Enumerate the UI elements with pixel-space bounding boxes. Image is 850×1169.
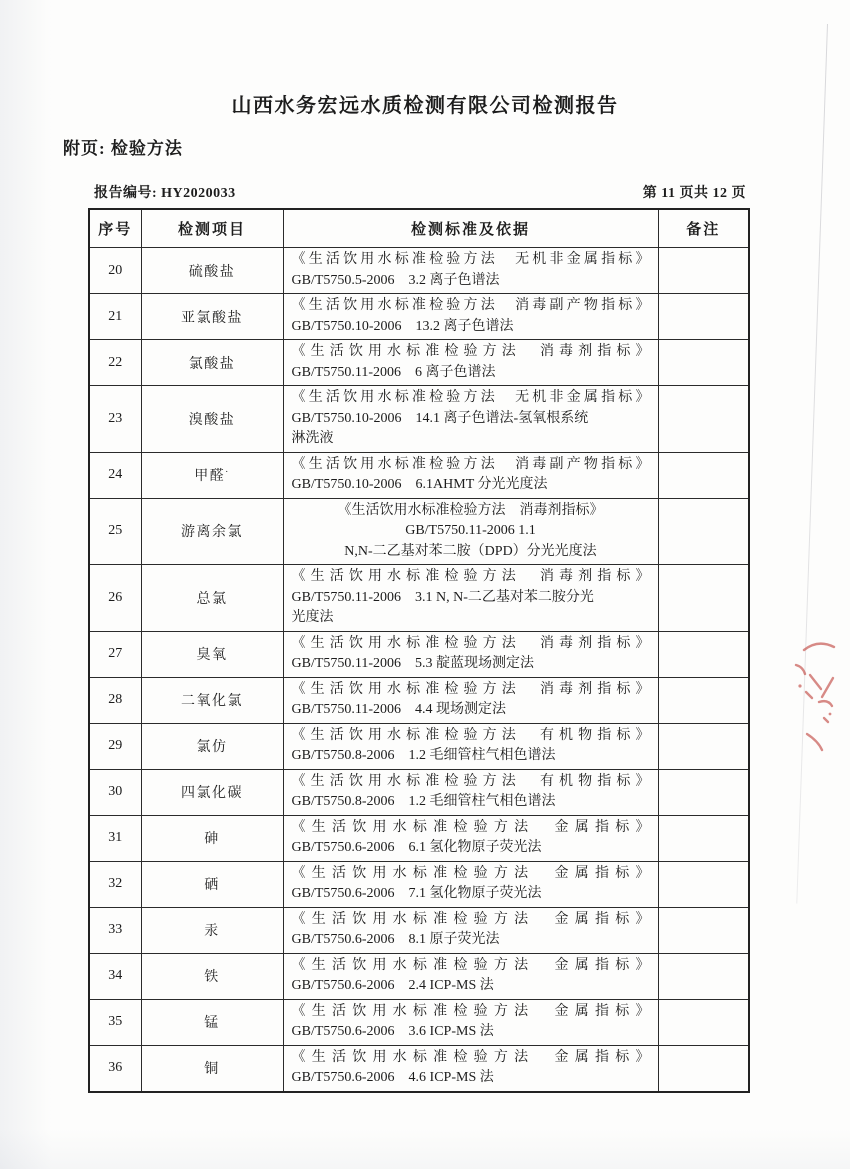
table-header-row — [89, 209, 749, 248]
standard-line: GB/T5750.6-2006 3.6 ICP-MS 法 — [291, 1024, 494, 1039]
standard-cell — [283, 248, 658, 294]
report-number — [94, 182, 236, 202]
standard-cell — [283, 452, 658, 498]
page-indicator: 第 11 页共 12 页 — [642, 186, 746, 201]
row-number-cell: 22 — [89, 340, 141, 386]
row-number-cell: 31 — [89, 815, 141, 861]
remark-cell — [658, 565, 749, 632]
table-row — [89, 498, 749, 565]
standard-line: 《生活饮用水标准检验方法 无机非金属指标》 — [291, 390, 650, 405]
remark-cell — [658, 294, 749, 340]
row-number-cell: 20 — [89, 248, 141, 294]
standard-line: GB/T5750.8-2006 1.2 毛细管柱气相色谱法 — [291, 748, 556, 763]
test-item-cell: 臭氧 — [141, 631, 283, 677]
remark-cell — [658, 815, 749, 861]
table-row — [89, 340, 749, 386]
standard-cell — [283, 386, 658, 453]
test-item-cell: 砷 — [141, 815, 283, 861]
header-remark: 备注 — [658, 209, 749, 248]
standard-line: 《生活饮用水标准检验方法 消毒剂指标》 — [291, 569, 650, 584]
standard-line: 《生活饮用水标准检验方法 金属指标》 — [291, 819, 650, 835]
row-number-cell: 32 — [89, 861, 141, 907]
table-row — [89, 815, 749, 861]
test-item-cell: 总氯 — [141, 565, 283, 632]
standard-line: GB/T5750.11-2006 1.1 — [405, 523, 536, 538]
table-row — [89, 248, 749, 294]
red-seal-stamp-fragment-icon — [788, 628, 850, 770]
standard-line: 《生活饮用水标准检验方法 消毒副产物指标》 — [291, 298, 650, 313]
header-test-item: 检测项目 — [141, 209, 283, 248]
row-number-cell: 27 — [89, 631, 141, 677]
standard-line: 《生活饮用水标准检验方法 有机物指标》 — [291, 773, 650, 789]
standard-line: GB/T5750.10-2006 14.1 离子色谱法-氢氧根系统 — [291, 410, 589, 426]
table-row — [89, 861, 749, 907]
standard-line: GB/T5750.10-2006 6.1AHMT 分光光度法 — [291, 477, 548, 492]
standard-line: 《生活饮用水标准检验方法 消毒副产物指标》 — [291, 456, 650, 472]
table-row — [89, 999, 749, 1045]
row-number-cell: 26 — [89, 565, 141, 632]
standard-line: 《生活饮用水标准检验方法 金属指标》 — [291, 911, 650, 927]
table-row — [89, 677, 749, 723]
test-item-cell: 游离余氯 — [141, 498, 283, 565]
row-number-cell: 35 — [89, 999, 141, 1045]
test-item-cell: 溴酸盐 — [141, 386, 283, 453]
row-number-cell: 23 — [89, 386, 141, 453]
table-row — [89, 294, 749, 340]
remark-cell — [658, 907, 749, 953]
standard-cell — [283, 723, 658, 769]
standard-line: GB/T5750.8-2006 1.2 毛细管柱气相色谱法 — [291, 794, 556, 809]
test-item-cell: 甲醛· — [141, 452, 283, 498]
standard-line: 《生活饮用水标准检验方法 消毒剂指标》 — [291, 635, 650, 651]
table-row — [89, 565, 749, 632]
standard-cell — [283, 999, 658, 1045]
remark-cell — [658, 999, 749, 1045]
test-item-cell: 锰 — [141, 999, 283, 1045]
standard-line: GB/T5750.5-2006 3.2 离子色谱法 — [291, 272, 500, 288]
standard-cell — [283, 1045, 658, 1092]
standard-line: N,N-二乙基对苯二胺（DPD）分光光度法 — [344, 543, 597, 559]
test-item-cell: 二氧化氯 — [141, 677, 283, 723]
standard-line: 光度法 — [291, 610, 334, 625]
test-item-cell: 硫酸盐 — [141, 248, 283, 294]
test-item-cell: 汞 — [141, 907, 283, 953]
table-row — [89, 1045, 749, 1092]
test-item-cell: 四氯化碳 — [141, 769, 283, 815]
standard-cell — [283, 953, 658, 999]
test-item-cell: 硒 — [141, 861, 283, 907]
standard-line: 《生活饮用水标准检验方法 无机非金属指标》 — [291, 252, 650, 267]
header-standard: 检测标准及依据 — [283, 209, 658, 248]
standard-line: GB/T5750.11-2006 3.1 N, N-二乙基对苯二胺分光 — [291, 589, 594, 605]
remark-cell — [658, 248, 749, 294]
standard-line: 《生活饮用水标准检验方法 金属指标》 — [291, 1049, 650, 1065]
row-number-cell: 34 — [89, 953, 141, 999]
table-row — [89, 953, 749, 999]
standard-cell — [283, 340, 658, 386]
report-number-value: HY2020033 — [161, 186, 236, 201]
scan-page-edge-line — [796, 24, 828, 903]
remark-cell — [658, 769, 749, 815]
table-row — [89, 631, 749, 677]
table-row — [89, 769, 749, 815]
remark-cell — [658, 340, 749, 386]
standard-cell — [283, 631, 658, 677]
standard-line: 《生活饮用水标准检验方法 金属指标》 — [291, 865, 650, 881]
standard-line: GB/T5750.6-2006 4.6 ICP-MS 法 — [291, 1070, 494, 1085]
row-number-cell: 29 — [89, 723, 141, 769]
standard-line: 淋洗液 — [291, 431, 334, 446]
standard-line: 《生活饮用水标准检验方法 消毒剂指标》 — [291, 344, 650, 359]
row-number-cell: 28 — [89, 677, 141, 723]
standard-cell — [283, 861, 658, 907]
standard-line: GB/T5750.6-2006 6.1 氢化物原子荧光法 — [291, 840, 542, 855]
standard-line: GB/T5750.11-2006 4.4 现场测定法 — [291, 702, 507, 717]
appendix-subtitle: 附页: 检验方法 — [63, 139, 183, 158]
stray-ink-mark: · — [225, 466, 230, 477]
test-item-cell: 铜 — [141, 1045, 283, 1092]
table-row — [89, 452, 749, 498]
table-row — [89, 907, 749, 953]
row-number-cell: 24 — [89, 452, 141, 498]
standard-line: GB/T5750.6-2006 7.1 氢化物原子荧光法 — [291, 886, 542, 901]
table-row — [89, 723, 749, 769]
test-item-cell: 氯酸盐 — [141, 340, 283, 386]
standard-line: 《生活饮用水标准检验方法 金属指标》 — [291, 957, 650, 973]
standard-cell — [283, 769, 658, 815]
header-seq-no: 序号 — [89, 209, 141, 248]
methods-table — [88, 208, 750, 1093]
row-number-cell: 30 — [89, 769, 141, 815]
standard-line: 《生活饮用水标准检验方法 消毒剂指标》 — [291, 681, 650, 697]
report-number-label: 报告编号: — [94, 186, 158, 201]
standard-cell — [283, 294, 658, 340]
test-item-cell: 亚氯酸盐 — [141, 294, 283, 340]
standard-line: 《生活饮用水标准检验方法 有机物指标》 — [291, 727, 650, 743]
remark-cell — [658, 953, 749, 999]
table-row — [89, 386, 749, 453]
remark-cell — [658, 723, 749, 769]
remark-cell — [658, 861, 749, 907]
row-number-cell: 33 — [89, 907, 141, 953]
remark-cell — [658, 452, 749, 498]
standard-line: GB/T5750.6-2006 2.4 ICP-MS 法 — [291, 978, 494, 993]
page-title: 山西水务宏远水质检测有限公司检测报告 — [231, 95, 619, 117]
remark-cell — [658, 386, 749, 453]
row-number-cell: 21 — [89, 294, 141, 340]
standard-line: GB/T5750.10-2006 13.2 离子色谱法 — [291, 318, 514, 334]
remark-cell — [658, 677, 749, 723]
standard-cell — [283, 677, 658, 723]
standard-line: 《生活饮用水标准检验方法 金属指标》 — [291, 1003, 650, 1019]
standard-cell — [283, 498, 658, 565]
standard-line: GB/T5750.6-2006 8.1 原子荧光法 — [291, 932, 500, 947]
remark-cell — [658, 498, 749, 565]
test-item-cell: 铁 — [141, 953, 283, 999]
test-item-cell: 氯仿 — [141, 723, 283, 769]
remark-cell — [658, 1045, 749, 1092]
standard-cell — [283, 565, 658, 632]
standard-line: 《生活饮用水标准检验方法 消毒剂指标》 — [337, 502, 604, 518]
standard-line: GB/T5750.11-2006 5.3 靛蓝现场测定法 — [291, 656, 535, 671]
standard-cell — [283, 815, 658, 861]
standard-cell — [283, 907, 658, 953]
standard-line: GB/T5750.11-2006 6 离子色谱法 — [291, 364, 496, 380]
table-body — [89, 248, 749, 1092]
row-number-cell: 25 — [89, 498, 141, 565]
row-number-cell: 36 — [89, 1045, 141, 1092]
remark-cell — [658, 631, 749, 677]
